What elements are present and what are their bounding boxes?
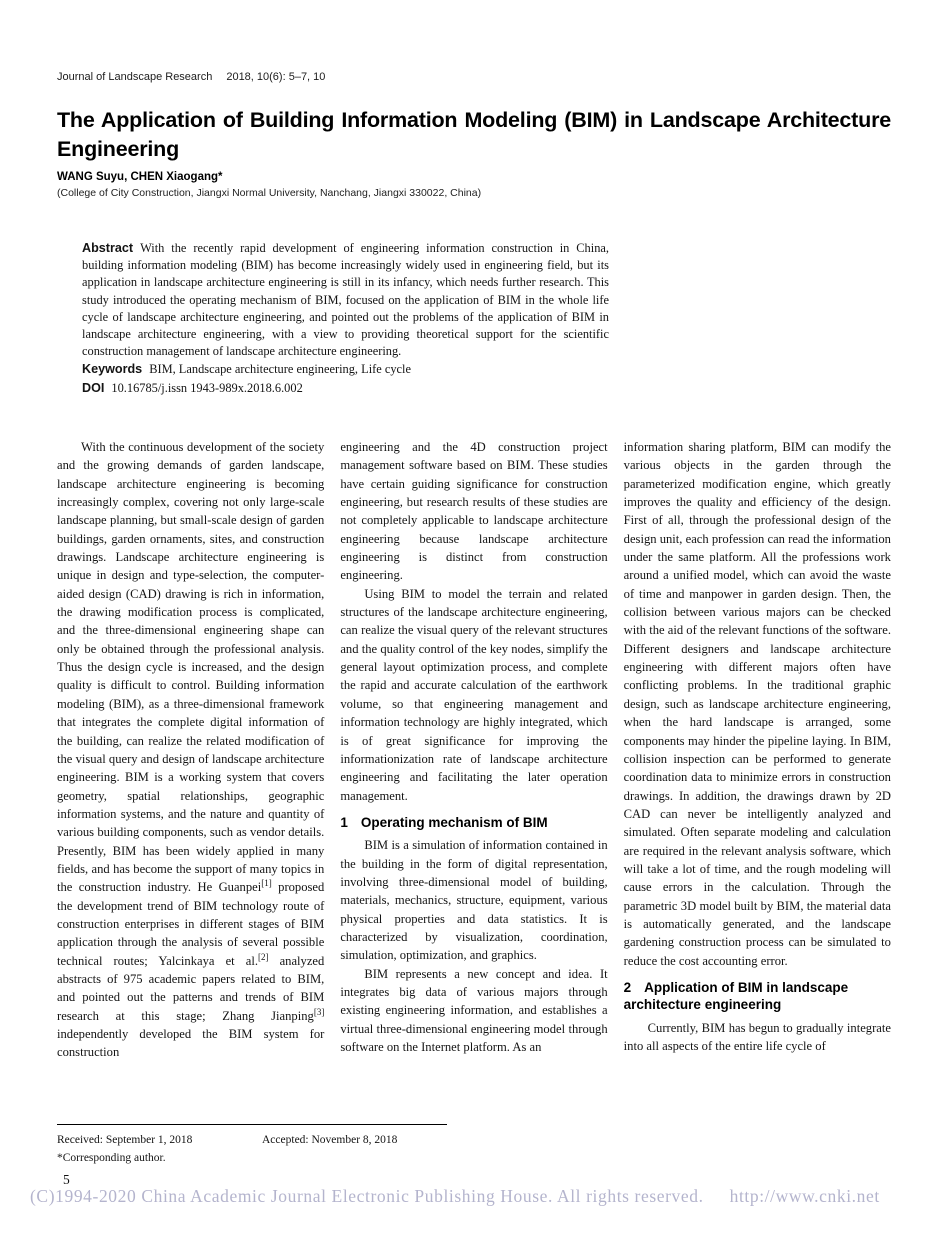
abstract-text <box>82 240 609 360</box>
section-number: 2 <box>623 979 632 995</box>
doi-text: 10.16785/j.issn 1943-989x.2018.6.002 <box>111 380 303 395</box>
page-number: 5 <box>63 1172 70 1187</box>
dates-line <box>57 1134 477 1146</box>
watermark-text: (C)1994-2020 China Academic Journal Electronic Publishing House. All rights reserved. <box>30 1186 704 1206</box>
accepted-date: Accepted: November 8, 2018 <box>262 1134 398 1146</box>
watermark <box>30 1186 930 1207</box>
paper-title: The Application of Building Information Modeling (BIM) in Landscape Architecture Engineering <box>57 108 891 161</box>
paragraph: Using BIM to model the terrain and related structures of the landscape architecture engineering, can realize the visual query of the relevant structures and the quality control of the key nodes, simplify the general layout optimization process, and complete the rapid and accurate calculation of the earthwork volume, so that engineering management and information technology are highly integrated, which is of great significance for improving the informationization rate of landscape architecture engineering and facilitating the later operation management. <box>340 586 608 803</box>
watermark-url: http://www.cnki.net <box>729 1186 880 1206</box>
paragraph: Currently, BIM has begun to gradually integrate into all aspects of the entire life cycle of <box>623 1020 891 1054</box>
corresponding-author-note: *Corresponding author. <box>57 1152 166 1164</box>
abstract-label: Abstract <box>82 241 134 255</box>
journal-name: Journal of Landscape Research <box>57 71 213 83</box>
paragraph: BIM represents a new concept and idea. It integrates big data of various majors through existing engineering information, and establishes a virtual three-dimensional engineering model through software on the Internet platform. As an <box>340 966 608 1055</box>
section-title: Application of BIM in landscape architecture engineering <box>623 979 849 1013</box>
section-title: Operating mechanism of BIM <box>360 814 548 830</box>
doi-line <box>82 380 609 397</box>
column-3 <box>624 438 891 1118</box>
journal-header <box>57 71 325 83</box>
authors-line: WANG Suyu, CHEN Xiaogang* <box>57 171 223 183</box>
affiliation-line: (College of City Construction, Jiangxi Normal University, Nanchang, Jiangxi 330022, China) <box>57 187 482 199</box>
paragraph: With the continuous development of the society and the growing demands of garden landscape, landscape architecture engineering is becoming increasingly complex, covering not only large-scale landscape planning, but small-scale design of garden buildings, garden ornaments, sites, and construction drawings. Landscape architecture engineering is unique in design and type-selection, the computer-aided design (CAD) drawing is rich in information, the drawing modification process is complicated, and the three-dimensional engineering shape can only be obtained through the professional analysis. Thus the design cycle is increased, and the design quality is difficult to control. Building information modeling (BIM), as a three-dimensional framework that integrates the complete digital information of the building, can realize the related modification of the visual query and design of landscape architecture engineering. BIM is a working system that covers geometry, spatial relationships, geographic information systems, and the nature and quantity of various building components, such as vendor details. Presently, BIM has been widely applied in many fields, and has become the support of many topics in the construction industry. He Guanpei[1] proposed the development trend of BIM technology route of construction enterprises in different stages of BIM application through the analysis of several possible technical routes; Yalcinkaya et al.[2] analyzed abstracts of 975 academic papers related to BIM, and pointed out the patterns and trends of BIM research at this stage; Zhang Jianping[3] independently developed the BIM system for construction <box>57 440 325 1060</box>
section-heading-2 <box>624 979 891 1014</box>
paragraph: engineering and the 4D construction project management software based on BIM. These studies have certain guiding significance for construction engineering, but research results of these studies are not completely applicable to landscape architecture engineering because landscape architecture engineering is distinct from construction engineering. <box>340 440 608 583</box>
keywords-line <box>82 361 609 378</box>
column-2 <box>340 438 607 1118</box>
keywords-label: Keywords <box>82 362 143 377</box>
body-columns <box>57 438 891 1118</box>
footnote-divider <box>57 1124 447 1125</box>
abstract-section <box>82 240 609 397</box>
footnote-block <box>57 1124 477 1164</box>
abstract-body: With the recently rapid development of engineering information construction in China, building information modeling (BIM) has become increasingly widely used in engineering field, but its application in landscape architecture engineering is still in its infancy, which needs further research. This study introduced the operating mechanism of BIM, focused on the application of BIM in the whole life cycle of landscape architecture engineering, and pointed out the problems of the application of BIM in landscape architecture engineering, with a view to providing theoretical support for the scientific construction management of landscape architecture engineering. <box>82 241 609 359</box>
keywords-text: BIM, Landscape architecture engineering, Life cycle <box>149 362 411 377</box>
section-heading-1 <box>340 814 607 832</box>
paragraph: information sharing platform, BIM can modify the various objects in the garden through the parameterized modification engine, which greatly improves the quality and efficiency of the design. First of all, through the professional design of the design unit, each profession can read the information under the same platform. All the professions work around a unified model, which can avoid the waste of time and manpower in garden design. Then, the collision between various majors can be checked with the aid of the relevant functions of the software. Different designers and landscape architecture engineering with different majors often have conflicting problems. In the traditional graphic design, such as landscape architecture engineering, when the hard landscape is arranged, some components may hinder the pipeline laying. In BIM, collision inspection can be performed to generate coordination data to minimize errors in construction drawings. In addition, the drawings drawn by 2D CAD can never be intelligently analyzed and simulated. Often separate modeling and calculation are required in the relevant analysis software, which will take a lot of time, and the rough modeling will cause errors in the calculation. Through the parametric 3D model built by BIM, the material data is automatically generated, and the landscape gardening construction process can be simulated to reduce the cost accounting error. <box>623 440 891 968</box>
doi-label: DOI <box>82 380 105 395</box>
received-date: Received: September 1, 2018 <box>57 1134 193 1146</box>
issue-info: 2018, 10(6): 5–7, 10 <box>226 71 326 83</box>
section-number: 1 <box>340 814 348 830</box>
paragraph: BIM is a simulation of information contained in the building in the form of digital representation, involving three-dimensional model of building, materials, mechanics, structure, equipment, various physical properties and data statistics. It is characterized by visualization, coordination, simulation, optimization, and graphics. <box>340 838 608 963</box>
column-1 <box>57 438 324 1118</box>
